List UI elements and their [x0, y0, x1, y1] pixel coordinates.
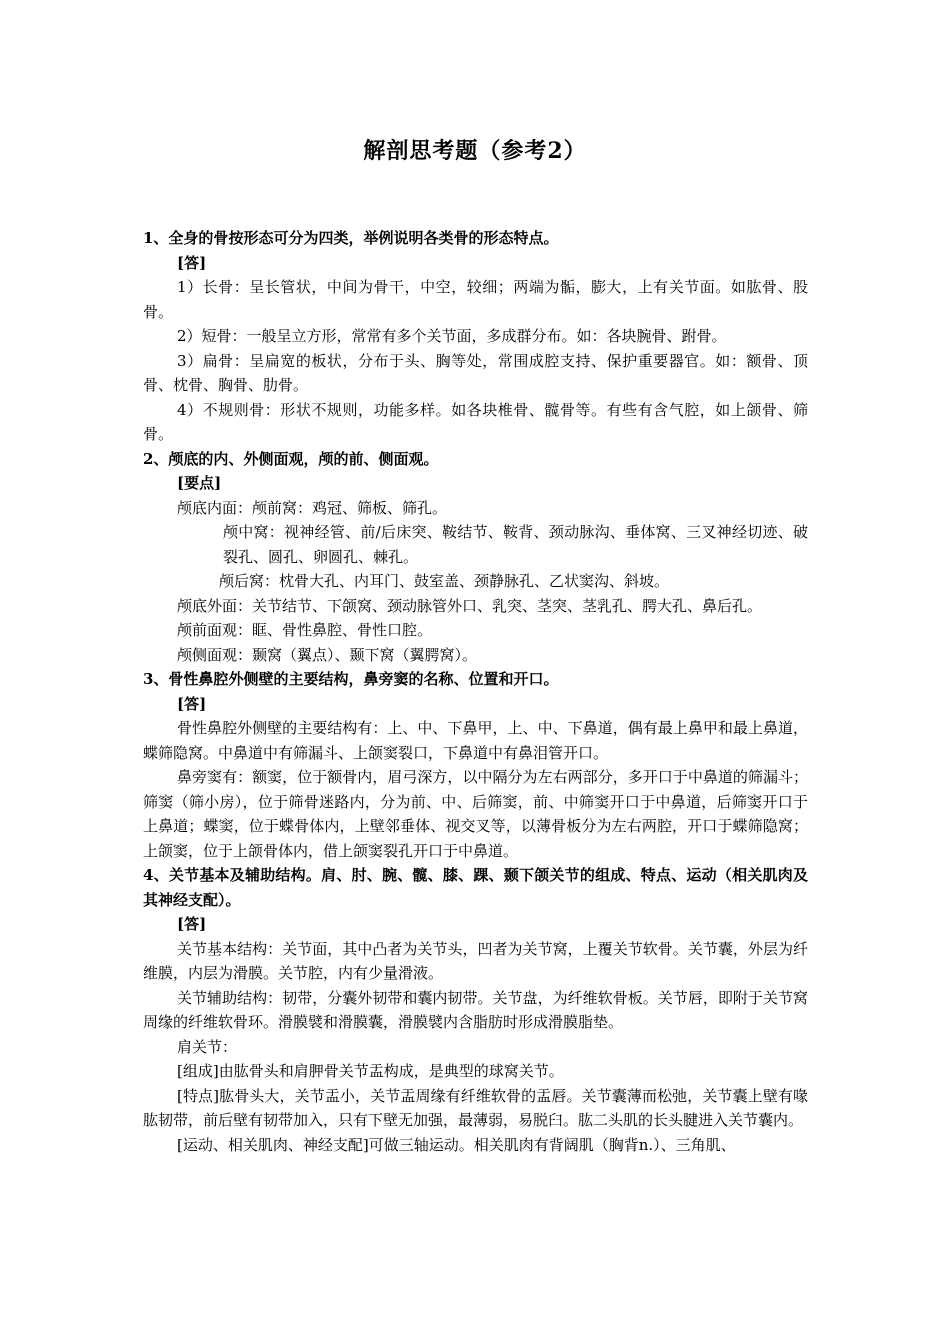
- answer-paragraph: 2）短骨：一般呈立方形，常常有多个关节面，多成群分布。如：各块腕骨、跗骨。: [177, 327, 727, 345]
- answer-paragraph: 3）扁骨：呈扁宽的板状，分布于头、胸等处，常围成腔支持、保护重要器官。如：额骨、顶骨、枕骨、胸骨、肋骨。: [143, 351, 808, 394]
- question-heading: 1、全身的骨按形态可分为四类，举例说明各类骨的形态特点。: [143, 229, 559, 247]
- document-title: 解剖思考题（参考2）: [363, 138, 587, 164]
- question-heading: 4、关节基本及辅助结构。肩、肘、腕、髋、膝、踝、颞下颌关节的组成、特点、运动（相关肌肉及其神经支配）。: [143, 866, 808, 909]
- answer-paragraph: [特点]肱骨头大，关节盂小，关节盂周缘有纤维软骨的盂唇。关节囊薄而松弛，关节囊上壁有喙肱韧带，前后壁有韧带加入，只有下壁无加强，最薄弱，易脱臼。肱二头肌的长头腱进入关节囊内。: [143, 1086, 808, 1129]
- answer-paragraph: 颅底内面：颅前窝：鸡冠、筛板、筛孔。: [177, 498, 448, 517]
- question-heading: 3、骨性鼻腔外侧壁的主要结构，鼻旁窦的名称、位置和开口。: [143, 670, 559, 688]
- answer-tag: [答]: [177, 253, 207, 272]
- answer-paragraph: 颅侧面观：颞窝（翼点）、颞下窝（翼腭窝）。: [177, 645, 478, 664]
- answer-paragraph: [组成]由肱骨头和肩胛骨关节盂构成，是典型的球窝关节。: [177, 1062, 564, 1080]
- answer-tag: [答]: [177, 694, 207, 713]
- answer-paragraph: 肩关节：: [177, 1037, 238, 1056]
- question-heading: 2、颅底的内、外侧面观，颅的前、侧面观。: [143, 449, 439, 468]
- document-body: [143, 226, 808, 1157]
- answer-paragraph: 颅底外面：关节结节、下颌窝、颈动脉管外口、乳突、茎突、茎乳孔、腭大孔、鼻后孔。: [177, 596, 763, 615]
- answer-paragraph: 鼻旁窦有：额窦，位于额骨内，眉弓深方，以中隔分为左右两部分，多开口于中鼻道的筛漏斗；筛窦（筛小房），位于筛骨迷路内，分为前、中、后筛窦，前、中筛窦开口于中鼻道，后筛窦开口于上鼻道；蝶窦，位于蝶骨体内，上壁邻垂体、视交叉等，以薄骨板分为左右两腔，开口于蝶筛隐窝；上颌窦，位于上颌骨体内，借上颌窦裂孔开口于中鼻道。: [143, 768, 808, 860]
- answer-paragraph: 颅前面观：眶、骨性鼻腔、骨性口腔。: [177, 621, 433, 639]
- answer-paragraph: 颅中窝：视神经管、前/后床突、鞍结节、鞍背、颈动脉沟、垂体窝、三叉神经切迹、破裂孔、圆孔、卵圆孔、棘孔。: [223, 523, 808, 566]
- answer-paragraph: 颅后窝：枕骨大孔、内耳门、鼓室盖、颈静脉孔、乙状窦沟、斜坡。: [219, 572, 670, 590]
- answer-paragraph: [运动、相关肌肉、神经支配]可做三轴运动。相关肌肉有背阔肌（胸背n.）、三角肌、: [177, 1135, 736, 1154]
- answer-paragraph: 4）不规则骨：形状不规则，功能多样。如各块椎骨、髋骨等。有些有含气腔，如上颌骨、筛骨。: [143, 400, 808, 443]
- answer-tag: [答]: [177, 915, 207, 933]
- answer-tag: [要点]: [177, 474, 222, 492]
- answer-paragraph: 关节基本结构：关节面，其中凸者为关节头，凹者为关节窝，上覆关节软骨。关节囊，外层为纤维膜，内层为滑膜。关节腔，内有少量滑液。: [143, 939, 808, 982]
- answer-paragraph: 骨性鼻腔外侧壁的主要结构有：上、中、下鼻甲，上、中、下鼻道，偶有最上鼻甲和最上鼻道，蝶筛隐窝。中鼻道中有筛漏斗、上颌窦裂口，下鼻道中有鼻泪管开口。: [143, 719, 808, 762]
- answer-paragraph: 关节辅助结构：韧带，分囊外韧带和囊内韧带。关节盘，为纤维软骨板。关节唇，即附于关节窝周缘的纤维软骨环。滑膜襞和滑膜囊，滑膜襞内含脂肪时形成滑膜脂垫。: [143, 988, 808, 1031]
- answer-paragraph: 1）长骨：呈长管状，中间为骨干，中空，较细；两端为骺，膨大，上有关节面。如肱骨、股骨。: [143, 278, 808, 321]
